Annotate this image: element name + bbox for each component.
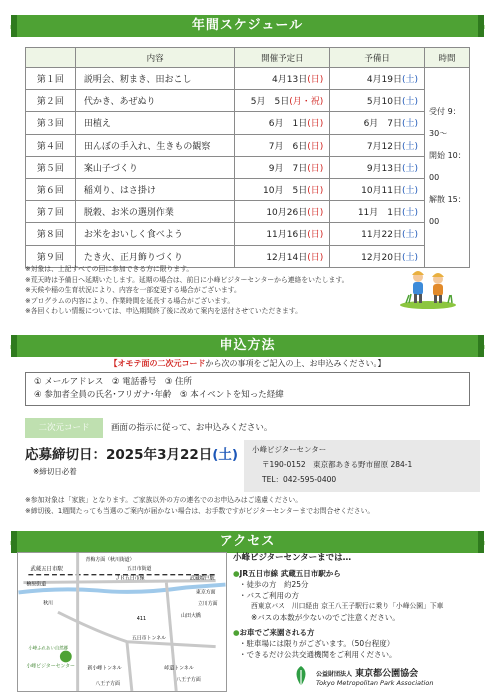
row-planned-date: 10月 5日(日) xyxy=(235,178,330,200)
row-backup-date: 11月22日(土) xyxy=(330,223,425,245)
apply-heading: 申込方法 xyxy=(17,335,478,357)
header-time: 時間 xyxy=(425,48,470,68)
schedule-header-row xyxy=(26,48,470,68)
time-line: 解散 15：00 xyxy=(429,195,466,227)
row-number: 第９回 xyxy=(26,245,76,267)
header-content: 内容 xyxy=(75,48,235,68)
map-label-ome: 青梅方面（秋川街道） xyxy=(85,556,135,563)
bus-line: 西東京バス 川口経由 京王八王子駅行に乗り「小峰公園」下車 xyxy=(251,602,444,610)
row-number: 第７回 xyxy=(26,201,76,223)
leaf-logo-icon xyxy=(290,664,312,688)
note-line: ※参加対象は「家族」となります。ご家族以外の方の連名でのお申込みはご遠慮ください。 xyxy=(25,496,303,504)
contact-name: 小峰ビジターセンター xyxy=(252,445,327,454)
time-info xyxy=(425,68,470,268)
note-line: ※締切後、1週間たっても当選のご案内が届かない場合は、お手数ですがビジターセンターまでお問合せください。 xyxy=(25,507,375,515)
row-planned-date: 12月14日(日) xyxy=(235,245,330,267)
row-planned-date: 4月13日(日) xyxy=(235,68,330,90)
note-line: ※天候や稲の生育状況により、内容を一部変更する場合がございます。 xyxy=(25,286,241,294)
map-label-sanda: 山田大橋 xyxy=(181,613,201,620)
org-name-en: Tokyo Metropolitan Park Association xyxy=(316,679,434,687)
map-label-visitor: 小峰ビジターセンター xyxy=(26,663,75,670)
access-map xyxy=(17,552,227,692)
map-label-tokyo: 東京方面 xyxy=(195,589,216,596)
train-heading: ●JR五日市線 武蔵五日市駅から xyxy=(233,569,341,578)
map-label-shin-komine: 新小峰トンネル xyxy=(87,665,122,672)
car-line: ・できるだけ公共交通機関をご利用ください。 xyxy=(239,650,397,659)
bus-line: ※バスの本数が少ないのでご注意ください。 xyxy=(251,613,400,622)
map-label-masuko: 武蔵増戸駅 xyxy=(190,575,215,582)
map-label-hinohara: 檜原街道 xyxy=(26,581,47,588)
schedule-row xyxy=(26,178,470,200)
row-content: 代かき、あぜぬり xyxy=(75,90,235,112)
schedule-row xyxy=(26,223,470,245)
time-line: 受付 9：30～ xyxy=(429,107,461,139)
car-line: ・駐車場には限りがございます。（50台程度） xyxy=(239,639,395,648)
apply-intro-bold: 【オモテ面の二次元コード xyxy=(109,359,206,368)
farmers-illustration xyxy=(398,265,458,310)
row-backup-date: 7月12日(土) xyxy=(330,134,425,156)
map-label-tachikawa: 立川方面 xyxy=(197,601,218,608)
map-label-jr: ＪＲ五日市線 xyxy=(115,575,145,582)
schedule-table xyxy=(25,47,470,268)
row-planned-date: 9月 7日(日) xyxy=(235,156,330,178)
access-info xyxy=(233,553,483,660)
row-backup-date: 4月19日(土) xyxy=(330,68,425,90)
row-backup-date: 5月10日(土) xyxy=(330,90,425,112)
deadline-note: ※締切日必着 xyxy=(33,467,77,476)
map-label-kaido: 五日市街道 xyxy=(126,565,152,572)
map-label-411: 411 xyxy=(136,616,147,623)
schedule-row xyxy=(26,134,470,156)
map-label-park: 小峰ふれあい自然郷 xyxy=(28,646,69,652)
note-line: ※対象は、上記すべての回に参加できる方に限ります。 xyxy=(25,265,194,273)
row-number: 第２回 xyxy=(26,90,76,112)
header-planned: 開催予定日 xyxy=(235,48,330,68)
note-line: ※荒天時は予備日へ延期いたします。延期の場合は、前日に小峰ビジターセンターから連絡をいたします。 xyxy=(25,275,349,284)
map-label-itsukaichi-tunnel: 五日市トンネル xyxy=(131,635,167,642)
row-number: 第３回 xyxy=(26,112,76,134)
schedule-row xyxy=(26,90,470,112)
row-planned-date: 6月 1日(日) xyxy=(235,112,330,134)
row-backup-date: 11月 1日(土) xyxy=(330,201,425,223)
map-label-toge: 峠道トンネル xyxy=(164,665,194,672)
row-planned-date: 11月16日(日) xyxy=(235,223,330,245)
row-number: 第８回 xyxy=(26,223,76,245)
row-planned-date: 7月 6日(日) xyxy=(235,134,330,156)
access-heading: アクセス xyxy=(17,531,478,553)
row-content: たき火、正月飾りづくり xyxy=(75,245,235,267)
map-label-hachioji2: 八王子方面 xyxy=(176,677,201,684)
map-label-hachioji: 八王子方面 xyxy=(95,681,120,688)
row-planned-date: 5月 5日(月・祝) xyxy=(235,90,330,112)
schedule-row xyxy=(26,201,470,223)
row-backup-date: 9月13日(土) xyxy=(330,156,425,178)
train-line: ・バスご利用の方 xyxy=(239,591,299,600)
car-heading: ●お車でご来園される方 xyxy=(233,628,315,637)
contact-address: 〒190-0152 東京都あきる野市留原 284-1 xyxy=(262,460,413,469)
row-number: 第５回 xyxy=(26,156,76,178)
org-logo xyxy=(290,664,475,692)
access-title: 小峰ビジターセンターまでは… xyxy=(233,553,352,563)
row-backup-date: 12月20日(土) xyxy=(330,245,425,267)
schedule-row xyxy=(26,68,470,90)
train-line: ・徒歩の方 約25分 xyxy=(239,580,309,589)
row-number: 第４回 xyxy=(26,134,76,156)
contact-box xyxy=(244,440,480,492)
qr-row xyxy=(25,418,470,438)
deadline xyxy=(25,443,238,463)
map-label-station: 武蔵五日市駅 xyxy=(30,566,63,573)
row-planned-date: 10月26日(日) xyxy=(235,201,330,223)
row-content: 田植え xyxy=(75,112,235,134)
apply-intro xyxy=(20,358,475,369)
schedule-heading: 年間スケジュール xyxy=(17,15,478,37)
row-number: 第１回 xyxy=(26,68,76,90)
row-backup-date: 10月11日(土) xyxy=(330,178,425,200)
org-name: 公益財団法人 東京都公園協会 xyxy=(316,669,419,679)
schedule-row xyxy=(26,112,470,134)
row-backup-date: 6月 7日(土) xyxy=(330,112,425,134)
required-items-line1: ① メールアドレス ② 電話番号 ③ 住所 xyxy=(34,377,193,387)
required-items-box xyxy=(25,372,470,406)
deadline-day: (土) xyxy=(212,447,239,463)
qr-instruction: 画面の指示に従って、お申込みください。 xyxy=(111,423,273,433)
schedule-row xyxy=(26,156,470,178)
row-content: お米をおいしく食べよう xyxy=(75,223,235,245)
header-num xyxy=(26,48,76,68)
row-content: 脱穀、お米の選別作業 xyxy=(75,201,235,223)
note-line: ※各回くわしい情報については、申込期間終了後に改めて案内を送付させていただきます。 xyxy=(25,307,302,315)
schedule-notes xyxy=(25,264,405,317)
required-items-line2: ④ 参加者全員の氏名･フリガナ･年齢 ⑤ 本イベントを知った経緯 xyxy=(34,390,284,400)
row-number: 第６回 xyxy=(26,178,76,200)
apply-intro-rest: から次の事項をご記入の上、お申込みください。】 xyxy=(205,359,386,368)
note-line: ※プログラムの内容により、作業時間を延長する場合がございます。 xyxy=(25,296,234,305)
row-content: 稲刈り、はさ掛け xyxy=(75,178,235,200)
deadline-text: 応募締切日：2025年3月22日 xyxy=(25,447,213,463)
apply-notes xyxy=(25,495,480,517)
row-content: 説明会、籾まき、田おこし xyxy=(75,68,235,90)
qr-label: 二次元コード xyxy=(25,418,103,438)
map-label-akigawa: 秋川 xyxy=(43,600,53,607)
time-line: 開始 10：00 xyxy=(429,151,466,183)
header-backup: 予備日 xyxy=(330,48,425,68)
contact-tel: TEL：042-595-0400 xyxy=(262,475,337,484)
row-content: 田んぼの手入れ、生きもの観察 xyxy=(75,134,235,156)
row-content: 案山子づくり xyxy=(75,156,235,178)
